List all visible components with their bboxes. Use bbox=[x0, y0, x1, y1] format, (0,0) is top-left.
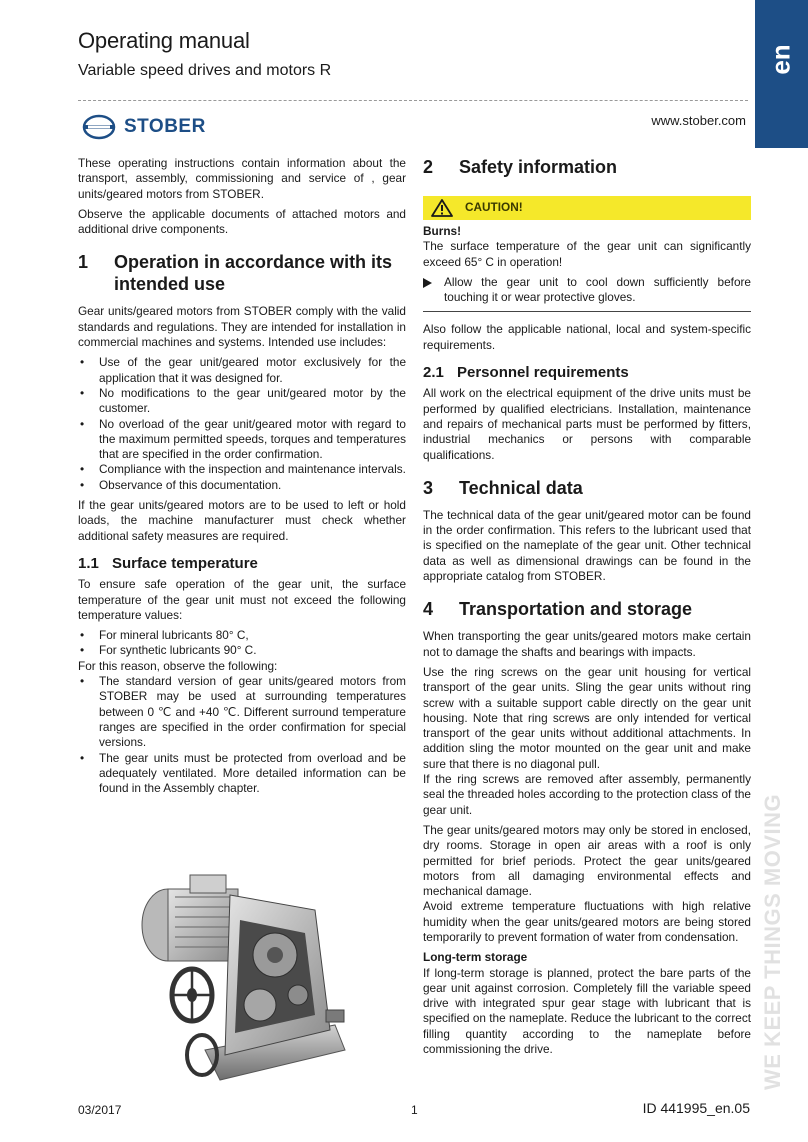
list-item: • Compliance with the inspection and maintenance intervals. bbox=[78, 462, 406, 477]
brand-slogan: WE KEEP THINGS MOVING bbox=[760, 793, 785, 1090]
list-item: • For synthetic lubricants 90° C. bbox=[78, 643, 406, 658]
section-heading bbox=[423, 156, 751, 178]
subsection-heading bbox=[423, 365, 751, 380]
list-item: • For mineral lubricants 80° C, bbox=[78, 628, 406, 643]
list-item: • The standard version of gear units/geared motors from STOBER may be used at surrounding temperatures between 0 ℃ and +40 ℃. Different surround temperature ranges are specified in the order confirmation for special versions. bbox=[78, 674, 406, 750]
section-number: 3 bbox=[423, 477, 434, 498]
section-title: Safety information bbox=[459, 157, 618, 177]
section-title: Operation in accordance with its intended use bbox=[114, 252, 393, 295]
footer-date: 03/2017 bbox=[78, 1103, 122, 1117]
paragraph: The technical data of the gear unit/geared motor can be found in the order confirmation. This refers to the lubricant used that is specified on the nameplate of the gear unit. Other technical data as well as dimensional drawings can be found in the appropriate catalog from STOBER. bbox=[423, 507, 751, 584]
warning-triangle-icon bbox=[431, 199, 453, 217]
section-number: 2 bbox=[423, 157, 434, 177]
paragraph: All work on the electrical equipment of the drive units must be performed by qualified electricians. Installation, maintenance and repairs of mechanical parts must be performed by fitters, industrial mechanics or persons with comparable qualifications. bbox=[423, 386, 751, 462]
section-heading bbox=[78, 251, 406, 295]
document-title: Operating manual bbox=[78, 28, 250, 53]
header-divider bbox=[78, 100, 748, 101]
caution-label: CAUTION! bbox=[465, 200, 523, 215]
right-column bbox=[423, 156, 751, 1062]
section-number: 2.1 bbox=[423, 364, 444, 382]
section-heading bbox=[423, 598, 751, 620]
product-image bbox=[130, 855, 350, 1090]
language-code: en bbox=[765, 44, 796, 75]
paragraph: To ensure safe operation of the gear unit, the surface temperature of the gear unit must not exceed the following temperature values: bbox=[78, 577, 406, 622]
section-number: 1.1 bbox=[78, 554, 99, 572]
list-item: • Observance of this documentation. bbox=[78, 478, 406, 493]
paragraph: For this reason, observe the following: bbox=[78, 658, 278, 673]
geared-motor-illustration bbox=[130, 855, 350, 1090]
paragraph: Also follow the applicable national, local and system-specific requirements. bbox=[423, 322, 751, 352]
paragraph: If long-term storage is planned, protect the bare parts of the gear unit against corrosion. Completely fill the variable speed drive with integrated spur gear stage with lubricant that is specified on the nameplate. Reduce the lubricant to the correct filling quantity according to the nameplate before commissioning the drive. bbox=[423, 965, 751, 1057]
hazard-title: Burns! bbox=[423, 224, 462, 238]
list-item: • No modifications to the gear unit/geared motor by the customer. bbox=[78, 386, 406, 417]
language-tab bbox=[755, 0, 808, 148]
list-item: • No overload of the gear unit/geared motor with regard to the maximum permitted speeds, torques and temperatures that are specified in the order confirmation. bbox=[78, 417, 406, 463]
brand-name: STOBER bbox=[124, 116, 206, 137]
subsection-heading bbox=[78, 556, 406, 571]
section-title: Transportation and storage bbox=[459, 599, 693, 620]
paragraph: Avoid extreme temperature fluctuations with high relative humidity when the gear units/geared motors are being stored temporarily to prevent formation of water from condensation. bbox=[423, 899, 751, 944]
list-item: • Use of the gear unit/geared motor exclusively for the application that it was designed for. bbox=[78, 355, 406, 386]
subheading-long-term-storage: Long-term storage bbox=[423, 950, 528, 965]
instruction-text: Allow the gear unit to cool down sufficiently before touching it or wear protective gloves. bbox=[444, 274, 751, 305]
paragraph: If the gear units/geared motors are to be used to left or hold loads, the machine manufacturer must check whether additional safety measures are required. bbox=[78, 498, 406, 543]
instruction-arrow-icon bbox=[423, 278, 432, 288]
list-item: • The gear units must be protected from overload and be adequately ventilated. More detailed information can be found in the Assembly chapter. bbox=[78, 751, 406, 797]
hazard-description: The surface temperature of the gear unit can significantly exceed 65° C in operation! bbox=[423, 239, 751, 269]
page-number: 1 bbox=[411, 1103, 418, 1117]
paragraph: Gear units/geared motors from STOBER comply with the valid standards and regulations. They are intended for installation in commercial machines and systems. Intended use includes: bbox=[78, 304, 406, 350]
section-title: Personnel requirements bbox=[457, 364, 629, 382]
section-title: Surface temperature bbox=[112, 554, 258, 572]
left-column bbox=[78, 156, 406, 801]
paragraph: If the ring screws are removed after assembly, permanently seal the threaded holes according to the protection class of the gear unit. bbox=[423, 772, 751, 817]
paragraph: Use the ring screws on the gear unit housing for vertical transport of the gear units. Sling the gear units without ring screw with a suitable support cable directly on the gear unit housing. Note that ring screws are only intended for vertical transport of the gear units without additional attachments. In addition sling the motor mounted on the gear unit and make sure that there is no diagonal pull. bbox=[423, 664, 751, 771]
intro-paragraph: Observe the applicable documents of attached motors and additional drive components. bbox=[78, 206, 406, 237]
bullet-list bbox=[78, 355, 406, 493]
caution-end-rule bbox=[423, 311, 751, 312]
intro-paragraph: These operating instructions contain information about the transport, assembly, commissioning and service of , gear units/geared motors from STOBER. bbox=[78, 156, 406, 201]
instruction-step bbox=[423, 275, 751, 306]
section-number: 4 bbox=[423, 599, 434, 620]
paragraph: When transporting the gear units/geared motors make certain not to damage the shafts and bearings with impacts. bbox=[423, 629, 751, 659]
caution-banner bbox=[423, 196, 751, 220]
document-subtitle: Variable speed drives and motors R bbox=[78, 62, 332, 79]
paragraph: The gear units/geared motors may only be stored in enclosed, dry rooms. Storage in open air areas with a roof is only permitted for brief periods. Protect the gear units/geared motors from all damaging environmental effects and mechanical damage. bbox=[423, 822, 751, 899]
document-id: ID 441995_en.05 bbox=[642, 1100, 750, 1116]
section-heading bbox=[423, 477, 751, 499]
section-title: Technical data bbox=[459, 477, 583, 498]
stober-logo-icon bbox=[82, 114, 116, 140]
website-link[interactable]: www.stober.com bbox=[651, 113, 746, 128]
bullet-list bbox=[78, 674, 406, 796]
section-number: 1 bbox=[78, 252, 89, 273]
brand-logo bbox=[82, 114, 232, 140]
bullet-list bbox=[78, 628, 406, 659]
